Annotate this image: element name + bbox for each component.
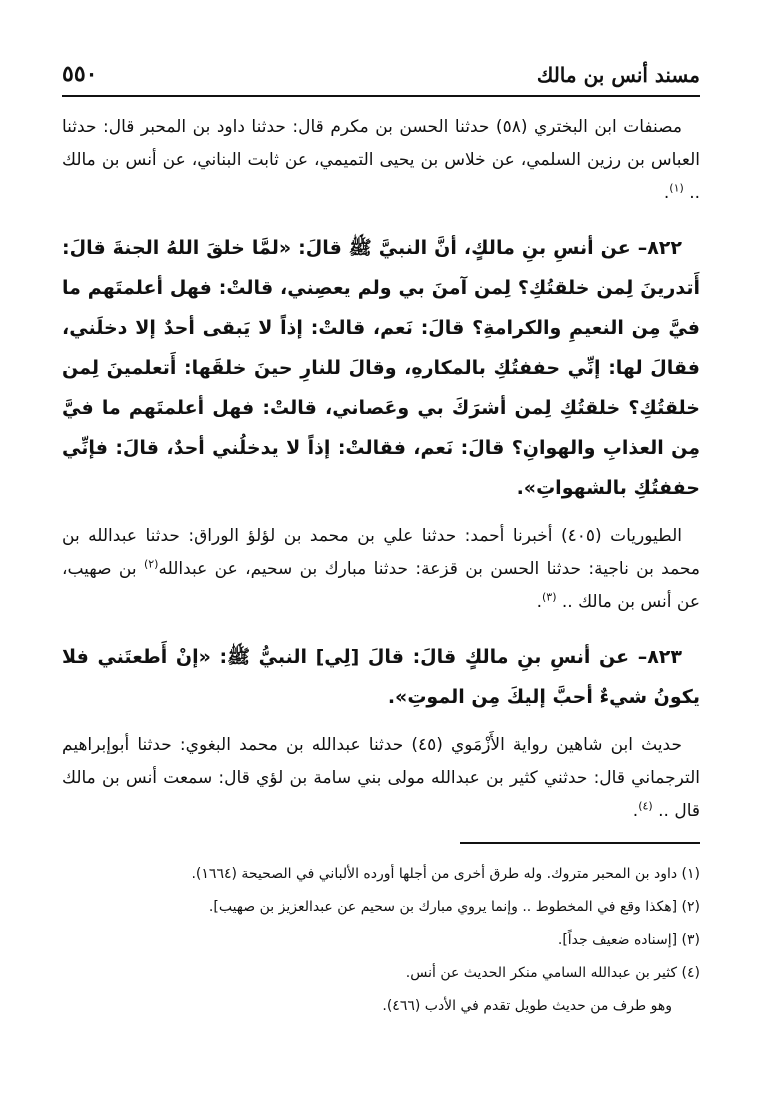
page-header: [62, 55, 700, 97]
period: .: [536, 592, 542, 612]
source-text: الطيوريات (٤٠٥) أخبرنا أحمد: حدثنا علي بن محمد بن لؤلؤ الوراق: حدثنا عبدالله بن محمد بن ناجية: حدثنا الحسن بن قزعة: حدثنا مبارك بن سحيم، عن عبدالله: [62, 526, 701, 579]
footnote-ref: (٣): [541, 590, 557, 604]
footnote-ref: (٢): [143, 557, 159, 571]
page-number: ٥٥٠: [62, 61, 98, 87]
footnote-ref: (٤): [638, 799, 653, 813]
footnote-1: (١) داود بن المحبر متروك. وله طرق أخرى من أجلها أورده الألباني في الصحيحة (١٦٦٤).: [191, 866, 700, 882]
running-title: مسند أنس بن مالك: [536, 63, 700, 87]
source-paragraph: [62, 729, 700, 828]
period: .: [632, 801, 639, 821]
footnote-3: (٣) [إسناده ضعيف جداً].: [557, 932, 700, 948]
source-text: حديث ابن شاهين رواية الأَزْمَوي (٤٥) حدثنا عبدالله بن محمد البغوي: حدثنا أبوإبراهيم الترجماني قال: حدثني كثير بن عبدالله مولى بني سامة بن لؤي قال: سمعت أنس بن مالك قال ..: [62, 735, 700, 821]
hadith-822: ٨٢٢– عن أنسِ بنِ مالكٍ، أنَّ النبيَّ ﷺ قالَ: «لمَّا خلقَ اللهُ الجنةَ قالَ: أَتدرينَ لِمن خلقتُكِ؟ لِمن آمنَ بي ولم يعصِني، قالتْ: فهل أعلمتَهم ما فيَّ مِن النعيمِ والكرامةِ؟ قالَ: نَعم، قالتْ: إذاً لا يَبقى أحدٌ إلا دخلَني، فقالَ لها: إنِّي حففتُكِ بالمكارهِ، وقالَ للنارِ حينَ خلقَها: أَتعلمينَ لِمن خلقتُكِ؟ خلقتُكِ لِمن أشرَكَ بي وعَصاني، قالتْ: فهل أعلمتَهم ما فيَّ مِن العذابِ والهوانِ؟ قالَ: نَعم، فقالتْ: إذاً لا يدخلُني أحدٌ، قالَ: فإنِّي حففتُكِ بالشهواتِ».: [62, 237, 700, 499]
source-paragraph: [62, 520, 700, 619]
footnote-4: (٤) كثير بن عبدالله السامي منكر الحديث عن أنس.: [405, 965, 700, 981]
source-text: مصنفات ابن البختري (٥٨) حدثنا الحسن بن مكرم قال: حدثنا داود بن المحبر قال: حدثنا العباس بن رزين السلمي، عن خلاس بن يحيى التميمي، عن ثابت البناني، عن أنس بن مالك ..: [62, 117, 700, 203]
source-text-continued: بن صهيب، عن أنس بن مالك ..: [62, 559, 700, 612]
footnotes: [62, 858, 700, 1023]
hadith-823: ٨٢٣– عن أنسِ بنِ مالكٍ قالَ: قالَ [لِي] النبيُّ ﷺ: «إنْ أَطعتَني فلا يكونُ شيءٌ أحبَّ إليكَ مِن الموتِ».: [62, 646, 700, 708]
footnote-4-continuation: وهو طرف من حديث طويل تقدم في الأدب (٤٦٦).: [382, 998, 672, 1014]
footnote-ref: (١): [669, 181, 684, 195]
source-paragraph: [62, 111, 700, 210]
footnote-2: (٢) [هكذا وقع في المخطوط .. وإنما يروي مبارك بن سحيم عن عبدالعزيز بن صهيب].: [208, 899, 700, 915]
book-page: [62, 55, 700, 1055]
period: .: [663, 183, 670, 203]
footnote-divider: [460, 842, 700, 844]
